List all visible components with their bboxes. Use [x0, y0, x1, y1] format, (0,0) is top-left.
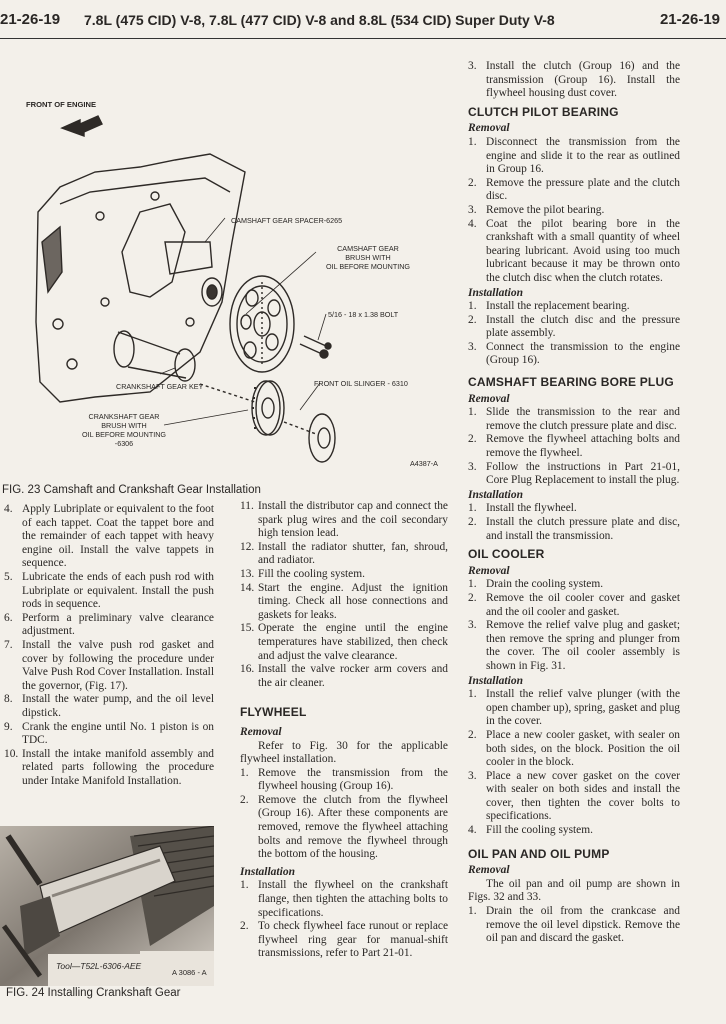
- section-heading-oil-pan-and-oil-pump: OIL PAN AND OIL PUMP: [468, 846, 610, 861]
- step-number: 4.: [468, 217, 477, 230]
- step-text: Fill the cooling system.: [258, 567, 365, 580]
- step-number: 4.: [4, 503, 13, 515]
- subheading-removal: Removal: [240, 725, 282, 738]
- section-heading-camshaft-bearing-bore-plug: CAMSHAFT BEARING BORE PLUG: [468, 375, 674, 390]
- step-number: 3.: [468, 340, 477, 353]
- list-item: [468, 688, 680, 729]
- list-item: [240, 582, 448, 623]
- figure-24: [0, 826, 214, 986]
- list-item: [240, 794, 448, 862]
- cooler-install-list: [468, 688, 680, 838]
- subheading-removal: Removal: [468, 864, 510, 877]
- page-number-right: 21-26-19: [659, 11, 720, 28]
- step-text: Install the clutch disc and the pressure plate assembly.: [486, 313, 680, 340]
- step-number: 2.: [468, 516, 477, 528]
- step-number: 6.: [4, 611, 13, 624]
- step-number: 9.: [4, 720, 13, 733]
- step-number: 1.: [468, 905, 477, 918]
- figure-23: [0, 92, 460, 482]
- step-text: Remove the relief valve plug and gasket; then remove the spring and plunger from the cover. The oil cooler assembly is shown in Fig. 31.: [486, 619, 680, 672]
- step-number: 2.: [240, 793, 249, 806]
- procedure-list-col2: [240, 500, 448, 690]
- step-number: 2.: [468, 176, 477, 189]
- figure-23-caption: FIG. 23 Camshaft and Crankshaft Gear Installation: [2, 484, 261, 496]
- step-text: Fill the cooling system.: [486, 824, 593, 837]
- step-number: 3.: [468, 769, 477, 782]
- label-crankshaft-gear-line3: OIL BEFORE MOUNTING: [82, 430, 166, 439]
- step-number: 8.: [4, 693, 13, 706]
- step-number: 1.: [240, 766, 249, 779]
- list-item: [4, 639, 214, 693]
- column-middle: [240, 500, 448, 961]
- subheading-installation: Installation: [240, 865, 295, 878]
- flywheel-intro: Refer to Fig. 30 for the applicable flywheel installation.: [240, 739, 448, 766]
- step-number: 14.: [240, 581, 255, 594]
- step-text: Install the flywheel on the crankshaft flange, then tighten the attaching bolts to specifications.: [258, 879, 448, 919]
- oilpan-intro: The oil pan and oil pump are shown in Figs. 32 and 33.: [468, 877, 680, 904]
- label-crankshaft-gear-line4: -6306: [114, 439, 134, 448]
- list-item: [468, 729, 680, 770]
- list-item: [240, 500, 448, 541]
- step-text: Lubricate the ends of each push rod with Lubriplate or equivalent. Install the push rods in sequence.: [22, 570, 214, 611]
- oilpan-removal-list: [468, 905, 680, 946]
- step-text: Remove the oil cooler cover and gasket and the oil cooler and gasket.: [486, 591, 680, 618]
- step-text: Crank the engine until No. 1 piston is on TDC.: [22, 720, 214, 747]
- list-item: [240, 622, 448, 663]
- page-number-left: 21-26-19: [0, 11, 61, 28]
- step-number: 2.: [240, 920, 249, 933]
- figure-24-code: A 3086 - A: [172, 968, 207, 977]
- figure-code: A4387-A: [410, 459, 438, 468]
- step-number: 3.: [468, 460, 477, 473]
- step-number: 3.: [468, 60, 477, 72]
- list-item: [468, 60, 680, 101]
- step-text: Drain the cooling system.: [486, 578, 604, 591]
- list-item: [468, 177, 680, 204]
- step-text: Install the replacement bearing.: [486, 300, 630, 313]
- list-item: [240, 920, 448, 961]
- list-item: [468, 905, 680, 946]
- step-text: Remove the transmission from the flywheel housing (Group 16).: [258, 766, 448, 793]
- step-text: Disconnect the transmission from the engine and slide it to the rear as outlined in Group 16.: [486, 135, 680, 176]
- step-number: 2.: [468, 313, 477, 326]
- label-camshaft-gear: [318, 244, 418, 271]
- step-number: 1.: [468, 135, 477, 148]
- step-number: 1.: [468, 300, 477, 313]
- step-text: To check flywheel face runout or replace flywheel ring gear for manual-shift transmissions, refer to Part 21-01.: [258, 920, 448, 960]
- list-item: [240, 879, 448, 920]
- step-text: Remove the flywheel attaching bolts and remove the flywheel.: [486, 433, 680, 460]
- list-item: [240, 663, 448, 690]
- list-item: [468, 406, 680, 433]
- step-text: Apply Lubriplate or equivalent to the foot of each tappet. Coat the tappet bore and the remainder of each tappet with heavy engine oil. Install the valve tappets in sequence.: [22, 503, 214, 570]
- subheading-installation: Installation: [468, 488, 523, 501]
- label-camshaft-gear-spacer: CAMSHAFT GEAR SPACER-6265: [231, 216, 343, 225]
- list-item: [468, 824, 680, 838]
- step-number: 1.: [468, 578, 477, 591]
- column-left: [4, 503, 214, 788]
- subheading-installation: Installation: [468, 286, 523, 299]
- step-text: Start the engine. Adjust the ignition timing. Check all hose connections and gaskets for leaks.: [258, 581, 448, 621]
- plug-removal-list: [468, 406, 680, 488]
- list-item: [240, 541, 448, 568]
- step-text: Install the clutch (Group 16) and the transmission (Group 16). Install the flywheel housing dust cover.: [486, 60, 680, 100]
- step-number: 1.: [468, 688, 477, 701]
- label-crankshaft-gear-line2: BRUSH WITH: [101, 421, 147, 430]
- section-heading-oil-cooler: OIL COOLER: [468, 547, 545, 562]
- step-text: Install the relief valve plunger (with the open chamber up), spring, gasket and plug in the cover.: [486, 688, 680, 728]
- label-camshaft-gear-line1: CAMSHAFT GEAR: [337, 244, 399, 253]
- step-number: 10.: [4, 747, 19, 760]
- list-item: [468, 578, 680, 592]
- subheading-installation: Installation: [468, 674, 523, 687]
- subheading-removal: Removal: [468, 122, 510, 135]
- step-number: 16.: [240, 663, 255, 676]
- step-text: Install the flywheel.: [486, 502, 577, 515]
- page-title: 7.8L (475 CID) V-8, 7.8L (477 CID) V-8 and 8.8L (534 CID) Super Duty V-8: [84, 12, 555, 28]
- step-number: 11.: [240, 500, 254, 512]
- label-camshaft-gear-line3: OIL BEFORE MOUNTING: [326, 262, 410, 271]
- list-item: [4, 693, 214, 720]
- step-text: Perform a preliminary valve clearance adjustment.: [22, 611, 214, 638]
- step-number: 3.: [468, 203, 477, 216]
- plug-install-list: [468, 502, 680, 543]
- list-item: [468, 204, 680, 218]
- step-text: Install the valve rocker arm covers and the air cleaner.: [258, 663, 448, 689]
- page-header: [0, 8, 726, 39]
- flywheel-install-list: [240, 879, 448, 961]
- list-item: [468, 461, 680, 488]
- figure-24-caption: FIG. 24 Installing Crankshaft Gear: [6, 987, 181, 999]
- cooler-removal-list: [468, 578, 680, 673]
- section-heading-clutch-pilot-bearing: CLUTCH PILOT BEARING: [468, 104, 619, 119]
- step-text: Install the radiator shutter, fan, shroud, and radiator.: [258, 540, 448, 567]
- list-item: [468, 300, 680, 314]
- step-text: Drain the oil from the crankcase and remove the oil level dipstick. Remove the oil pan and discard the gasket.: [486, 905, 680, 945]
- step-text: Follow the instructions in Part 21-01, Core Plug Replacement to install the plug.: [486, 460, 680, 487]
- procedure-list-col1: [4, 503, 214, 788]
- list-item: [4, 721, 214, 748]
- step-text: Place a new cover gasket on the cover with sealer on both sides and install the cover, then tighten the cover bolts to specifications.: [486, 769, 680, 823]
- step-text: Install the clutch pressure plate and disc, and install the transmission.: [486, 516, 680, 542]
- step-text: Remove the pilot bearing.: [486, 203, 605, 216]
- subheading-removal: Removal: [468, 392, 510, 405]
- tool-label: Tool—T52L-6306-AEE: [56, 961, 142, 971]
- list-item: [4, 748, 214, 789]
- step-text: Install the intake manifold assembly and related parts following the procedure under Intake Manifold Installation.: [22, 747, 214, 787]
- list-item: [468, 341, 680, 368]
- list-item: [468, 592, 680, 619]
- label-crankshaft-gear-line1: CRANKSHAFT GEAR: [88, 412, 160, 421]
- continued-list: [468, 60, 680, 101]
- list-item: [4, 612, 214, 639]
- list-item: [468, 433, 680, 460]
- label-crankshaft-gear: [68, 412, 180, 448]
- list-item: [4, 571, 214, 612]
- step-number: 3.: [468, 619, 477, 632]
- label-crankshaft-gear-key: CRANKSHAFT GEAR KEY: [116, 382, 204, 391]
- step-number: 2.: [468, 433, 477, 446]
- step-number: 1.: [468, 502, 477, 515]
- clutch-install-list: [468, 300, 680, 368]
- list-item: [240, 767, 448, 794]
- step-number: 2.: [468, 728, 477, 741]
- step-number: 15.: [240, 622, 255, 635]
- flywheel-removal-list: [240, 767, 448, 862]
- step-number: 13.: [240, 567, 255, 580]
- step-text: Remove the clutch from the flywheel (Group 16). After these components are removed, remove the flywheel attaching bolts and remove the flywheel through the bottom of the housing.: [258, 793, 448, 861]
- step-number: 1.: [468, 406, 477, 419]
- step-number: 7.: [4, 638, 13, 651]
- clutch-removal-list: [468, 136, 680, 286]
- step-number: 12.: [240, 540, 255, 553]
- step-text: Connect the transmission to the engine (Group 16).: [486, 340, 680, 367]
- step-number: 2.: [468, 591, 477, 604]
- section-heading-flywheel: FLYWHEEL: [240, 705, 307, 720]
- step-number: 4.: [468, 824, 477, 837]
- list-item: [468, 136, 680, 177]
- step-text: Operate the engine until the engine temperatures have stabilized, then check and adjust the valve clearance.: [258, 622, 448, 662]
- list-item: [468, 770, 680, 824]
- step-text: Install the valve push rod gasket and cover by following the procedure under Valve Push Rod Cover Installation. Install the governor, (Fig. 17).: [22, 638, 214, 692]
- label-bolt: 5/16 - 18 x 1.38 BOLT: [328, 310, 399, 319]
- step-text: Install the water pump, and the oil level dipstick.: [22, 693, 214, 719]
- step-text: Remove the pressure plate and the clutch disc.: [486, 176, 680, 203]
- label-camshaft-gear-line2: BRUSH WITH: [345, 253, 391, 262]
- list-item: [468, 619, 680, 673]
- label-front-of-engine: FRONT OF ENGINE: [26, 100, 97, 109]
- list-item: [4, 503, 214, 571]
- step-text: Coat the pilot bearing bore in the crankshaft with a small quantity of wheel bearing lubricant. Avoid using too much lubricant because it may be thrown onto the clutch disc when the clutch rotates.: [486, 217, 680, 284]
- list-item: [468, 314, 680, 341]
- list-item: [240, 568, 448, 582]
- column-right: [468, 60, 680, 946]
- step-number: 5.: [4, 570, 13, 583]
- step-text: Slide the transmission to the rear and remove the clutch pressure plate and disc.: [486, 406, 680, 432]
- list-item: [468, 218, 680, 286]
- list-item: [468, 516, 680, 543]
- step-text: Install the distributor cap and connect the spark plug wires and the coil secondary high tension lead.: [258, 500, 448, 540]
- subheading-removal: Removal: [468, 564, 510, 577]
- step-text: Place a new cooler gasket, with sealer on both sides, on the block. Position the oil cooler in the block.: [486, 728, 680, 769]
- label-front-oil-slinger: FRONT OIL SLINGER - 6310: [314, 379, 408, 388]
- list-item: [468, 502, 680, 516]
- step-number: 1.: [240, 879, 249, 892]
